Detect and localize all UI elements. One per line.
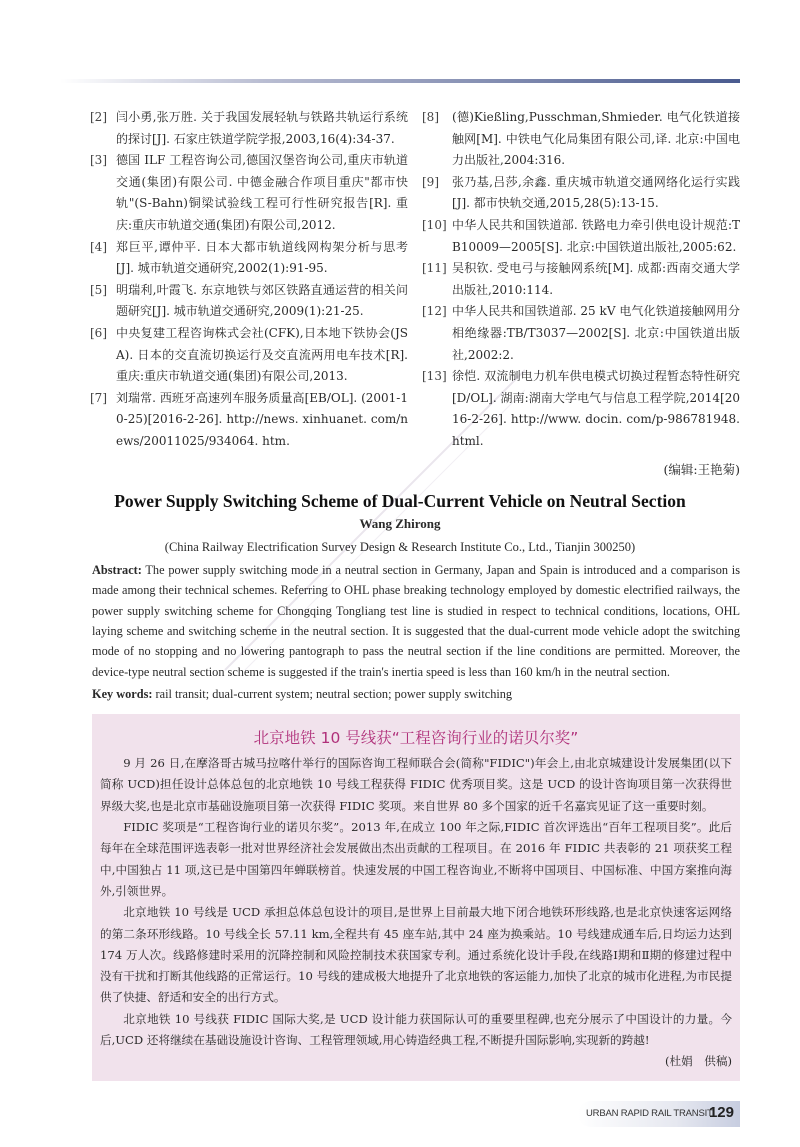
page-footer [578,1101,740,1127]
reference-item [90,150,408,236]
reference-text: 德国 ILF 工程咨询公司,德国汉堡咨询公司,重庆市轨道交通(集团)有限公司. 中德金融合作项目重庆"都市快轨"(S-Bahn)铜梁试验线工程可行性研究报告[R]. 重庆:重庆市轨道交通(集团)有限公司,2012. [116,153,408,232]
news-credit: (杜娟 供稿) [664,1054,732,1069]
reference-item [422,215,740,258]
reference-number: [3] [90,153,107,168]
header-rule [60,79,740,83]
abstract-label: Abstract: [92,563,142,578]
reference-text: 刘瑞常. 西班牙高速列车服务质量高[EB/OL]. (2001-10-25)[2016-2-26]. http://news. xinhuanet. com/news/20011025/934064. htm. [116,390,408,448]
reference-text: 徐恺. 双流制电力机车供电模式切换过程暂态特性研究[D/OL]. 湖南:湖南大学电气与信息工程学院,2014[2016-2-26]. http://www. docin. com/p-986781948. html. [452,369,740,448]
reference-item [422,172,740,215]
english-abstract [92,560,740,682]
references-left-column [90,107,408,480]
english-affiliation: (China Railway Electrification Survey Design & Research Institute Co., Ltd., Tianjin 300250) [164,540,636,555]
reference-number: [10] [422,217,447,232]
references [90,107,740,480]
reference-item [422,258,740,301]
news-paragraph: FIDIC 奖项是“工程咨询行业的诺贝尔奖”。2013 年,在成立 100 年之际,FIDIC 首次评选出“百年工程项目奖”。此后每年在全球范围评选表彰一批对世界经济社会发展做出杰出贡献的工程项目。在 2016 年 FIDIC 共表彰的 21 项获奖工程中,中国独占 11 项,这已是中国第四年蝉联榜首。快速发展的中国工程咨询业,不断将中国项目、中国标准、中国方案推向海外,引领世界。 [100,820,732,898]
reference-item [90,323,408,388]
news-paragraph: 北京地铁 10 号线是 UCD 承担总体总包设计的项目,是世界上目前最大地下闭合地铁环形线路,也是北京快速客运网络的第二条环形线路。10 号线全长 57.11 km,全程共有 45 座车站,其中 24 座为换乘站。10 号线建成通车后,日均运力达到 174 万人次。线路修建时采用的沉降控制和风险控制技术获国家专利。通过系统化设计手段,在线路Ⅰ期和Ⅱ期的修建过程中没有干扰和打断其他线路的正常运行。10 号线的建成极大地提升了北京地铁的客运能力,加快了北京的城市化进程,为市民提供了快捷、舒适和安全的出行方式。 [100,905,732,1005]
reference-text: 郑巨平,谭仲平. 日本大都市轨道线网构架分析与思考[J]. 城市轨道交通研究,2002(1):91-95. [116,239,408,276]
news-paragraph: 北京地铁 10 号线获 FIDIC 国际大奖,是 UCD 设计能力获国际认可的重要里程碑,也充分展示了中国设计的力量。今后,UCD 还将继续在基础设施设计咨询、工程管理领域,用心铸造经典工程,不断提升国际影响,实现新的跨越! [100,1011,732,1048]
reference-text: 中央复建工程咨询株式会社(CFK),日本地下铁协会(JSA). 日本的交直流切换运行及交直流两用电车技术[R]. 重庆:重庆市轨道交通(集团)有限公司,2013. [116,325,408,384]
english-keywords [92,684,740,704]
keywords-label: Key words: [92,686,153,701]
reference-text: (德)Kießling,Pusschman,Shmieder. 电气化铁道接触网[M]. 中铁电气化局集团有限公司,译. 北京:中国电力出版社,2004:316. [452,110,740,168]
reference-number: [4] [90,239,107,254]
reference-text: 中华人民共和国铁道部. 25 kV 电气化铁道接触网用分相绝缘器:TB/T3037—2002[S]. 北京:中国铁道出版社,2002:2. [452,304,740,362]
reference-number: [5] [90,282,107,297]
reference-number: [13] [422,369,447,384]
reference-number: [2] [90,110,107,124]
english-author: Wang Zhirong [359,516,441,532]
reference-text: 张乃基,吕莎,余鑫. 重庆城市轨道交通网络化运行实践[J]. 都市快轨交通,2015,28(5):13-15. [452,174,740,211]
reference-item [90,388,408,453]
reference-text: 明瑞利,叶霞飞. 东京地铁与郊区铁路直通运营的相关问题研究[J]. 城市轨道交通研究,2009(1):21-25. [116,282,408,319]
reference-number: [9] [422,174,439,189]
reference-item [90,107,408,150]
reference-item [90,280,408,323]
reference-item [90,237,408,280]
reference-number: [8] [422,110,439,124]
abstract-text: The power supply switching mode in a neutral section in Germany, Japan and Spain is introduced and a comparison is made among their technical schemes. Referring to OHL phase breaking technology employed by domestic electrified railways, the power supply switching scheme for Chongqing Tongliang test line is studied in respect to technical conditions, locations, OHL laying scheme and switching scheme in the neutral section. It is suggested that the dual-current mode vehicle adopt the switching mode of no stopping and no lowering pantograph to pass the neutral section if the line conditions are permitted. Moreover, the device-type neutral section scheme is suggested if the train's inertia speed is less than 160 km/h in the neutral section. [92,563,740,679]
reference-item [422,107,740,172]
reference-number: [12] [422,304,447,319]
page-number: 129 [708,1103,734,1121]
references-right-column [422,107,740,480]
reference-text: 中华人民共和国铁道部. 铁路电力牵引供电设计规范:TB10009—2005[S]. 北京:中国铁道出版社,2005:62. [452,217,740,254]
news-title: 北京地铁 10 号线获“工程咨询行业的诺贝尔奖” [253,729,579,748]
references-right-list [422,107,740,453]
reference-item [422,301,740,366]
english-title: Power Supply Switching Scheme of Dual-Current Vehicle on Neutral Section [114,491,686,512]
reference-number: [7] [90,390,107,405]
reference-text: 闫小勇,张万胜. 关于我国发展轻轨与铁路共轨运行系统的探讨[J]. 石家庄铁道学院学报,2003,16(4):34-37. [116,110,408,146]
news-box [92,714,740,1080]
editor-note: (编辑:王艳菊) [663,461,740,477]
keywords-text: rail transit; dual-current system; neutral section; power supply switching [152,686,513,701]
reference-item [422,366,740,452]
reference-number: [11] [422,261,447,276]
reference-number: [6] [90,325,107,340]
journal-name: URBAN RAPID RAIL TRANSIT [586,1107,713,1119]
reference-text: 吴积钦. 受电弓与接触网系统[M]. 成都:西南交通大学出版社,2010:114. [452,261,740,297]
news-body [100,753,732,1072]
news-paragraph: 9 月 26 日,在摩洛哥古城马拉喀什举行的国际咨询工程师联合会(简称"FIDIC")年会上,由北京城建设计发展集团(以下简称 UCD)担任设计总体总包的北京地铁 10 号线工程获得 FIDIC 优秀项目奖。这是 UCD 的设计咨询项目第一次获得世界级大奖,也是北京市基础设施项目第一次获得 FIDIC 奖项。来自世界 80 多个国家的近千名嘉宾见证了这一重要时刻。 [100,756,732,813]
